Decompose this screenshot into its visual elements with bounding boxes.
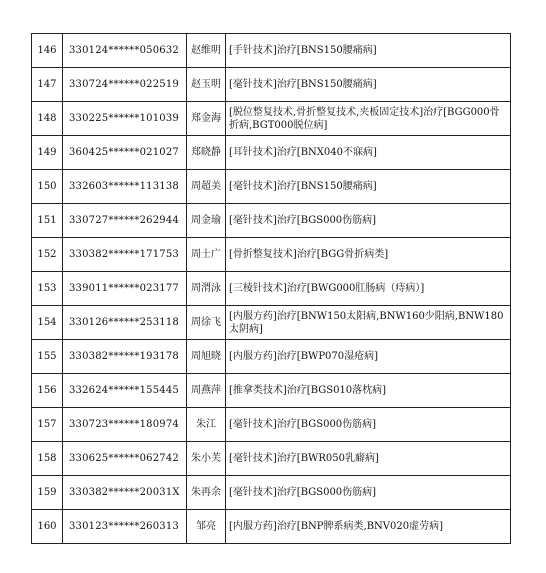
row-number-cell: 151: [32, 204, 63, 238]
name-cell: 郑金海: [187, 102, 226, 136]
id-number-cell: 330727******262944: [63, 204, 187, 238]
treatment-description-cell: [毫针技术]治疗[BWR050乳癖病]: [226, 442, 511, 476]
table-row: [32, 34, 511, 68]
id-number-cell: 330225******101039: [63, 102, 187, 136]
treatment-description-cell: [内服方药]治疗[BNW150太阳病,BNW160少阳病,BNW180太阴病]: [226, 306, 511, 340]
table-body: [32, 34, 511, 544]
name-cell: 周徐飞: [187, 306, 226, 340]
id-number-cell: 330723******180974: [63, 408, 187, 442]
name-cell: 周燕萍: [187, 374, 226, 408]
row-number-cell: 147: [32, 68, 63, 102]
table-row: [32, 408, 511, 442]
table-row: [32, 306, 511, 340]
id-number-cell: 330724******022519: [63, 68, 187, 102]
treatment-description-cell: [毫针技术]治疗[BGS000伤筋病]: [226, 476, 511, 510]
practitioner-table-container: [31, 33, 511, 544]
id-number-cell: 330382******193178: [63, 340, 187, 374]
row-number-cell: 154: [32, 306, 63, 340]
table-row: [32, 272, 511, 306]
id-number-cell: 330625******062742: [63, 442, 187, 476]
name-cell: 周金瑜: [187, 204, 226, 238]
row-number-cell: 155: [32, 340, 63, 374]
treatment-description-cell: [三棱针技术]治疗[BWG000肛肠病（痔病）]: [226, 272, 511, 306]
id-number-cell: 330382******171753: [63, 238, 187, 272]
id-number-cell: 339011******023177: [63, 272, 187, 306]
row-number-cell: 146: [32, 34, 63, 68]
treatment-description-cell: [手针技术]治疗[BNS150腰痛病]: [226, 34, 511, 68]
treatment-description-cell: [毫针技术]治疗[BNS150腰痛病]: [226, 68, 511, 102]
id-number-cell: 330124******050632: [63, 34, 187, 68]
name-cell: 赵维明: [187, 34, 226, 68]
name-cell: 周士广: [187, 238, 226, 272]
table-row: [32, 170, 511, 204]
row-number-cell: 153: [32, 272, 63, 306]
row-number-cell: 148: [32, 102, 63, 136]
treatment-description-cell: [耳针技术]治疗[BNX040不寐病]: [226, 136, 511, 170]
name-cell: 朱再余: [187, 476, 226, 510]
row-number-cell: 150: [32, 170, 63, 204]
row-number-cell: 149: [32, 136, 63, 170]
name-cell: 赵玉明: [187, 68, 226, 102]
treatment-description-cell: [骨折整复技术]治疗[BGG骨折病类]: [226, 238, 511, 272]
id-number-cell: 360425******021027: [63, 136, 187, 170]
name-cell: 周渭泳: [187, 272, 226, 306]
row-number-cell: 152: [32, 238, 63, 272]
row-number-cell: 159: [32, 476, 63, 510]
name-cell: 朱小芙: [187, 442, 226, 476]
id-number-cell: 332624******155445: [63, 374, 187, 408]
treatment-description-cell: [毫针技术]治疗[BGS000伤筋病]: [226, 408, 511, 442]
row-number-cell: 156: [32, 374, 63, 408]
row-number-cell: 158: [32, 442, 63, 476]
table-row: [32, 136, 511, 170]
id-number-cell: 330123******260313: [63, 510, 187, 544]
table-row: [32, 238, 511, 272]
treatment-description-cell: [推拿类技术]治疗[BGS010落枕病]: [226, 374, 511, 408]
table-row: [32, 510, 511, 544]
table-row: [32, 442, 511, 476]
name-cell: 周旭晓: [187, 340, 226, 374]
name-cell: 邹亮: [187, 510, 226, 544]
treatment-description-cell: [毫针技术]治疗[BGS000伤筋病]: [226, 204, 511, 238]
name-cell: 郑晓静: [187, 136, 226, 170]
table-row: [32, 102, 511, 136]
treatment-description-cell: [脱位整复技术,骨折整复技术,夹板固定技术]治疗[BGG000骨折病,BGT000脱位病]: [226, 102, 511, 136]
id-number-cell: 332603******113138: [63, 170, 187, 204]
name-cell: 朱江: [187, 408, 226, 442]
id-number-cell: 330126******253118: [63, 306, 187, 340]
treatment-description-cell: [内服方药]治疗[BNP脾系病类,BNV020虚劳病]: [226, 510, 511, 544]
practitioner-table: [31, 33, 511, 544]
table-row: [32, 204, 511, 238]
id-number-cell: 330382******20031X: [63, 476, 187, 510]
table-row: [32, 476, 511, 510]
row-number-cell: 157: [32, 408, 63, 442]
name-cell: 周超美: [187, 170, 226, 204]
treatment-description-cell: [毫针技术]治疗[BNS150腰痛病]: [226, 170, 511, 204]
table-row: [32, 68, 511, 102]
row-number-cell: 160: [32, 510, 63, 544]
table-row: [32, 374, 511, 408]
table-row: [32, 340, 511, 374]
treatment-description-cell: [内服方药]治疗[BWP070湿疮病]: [226, 340, 511, 374]
